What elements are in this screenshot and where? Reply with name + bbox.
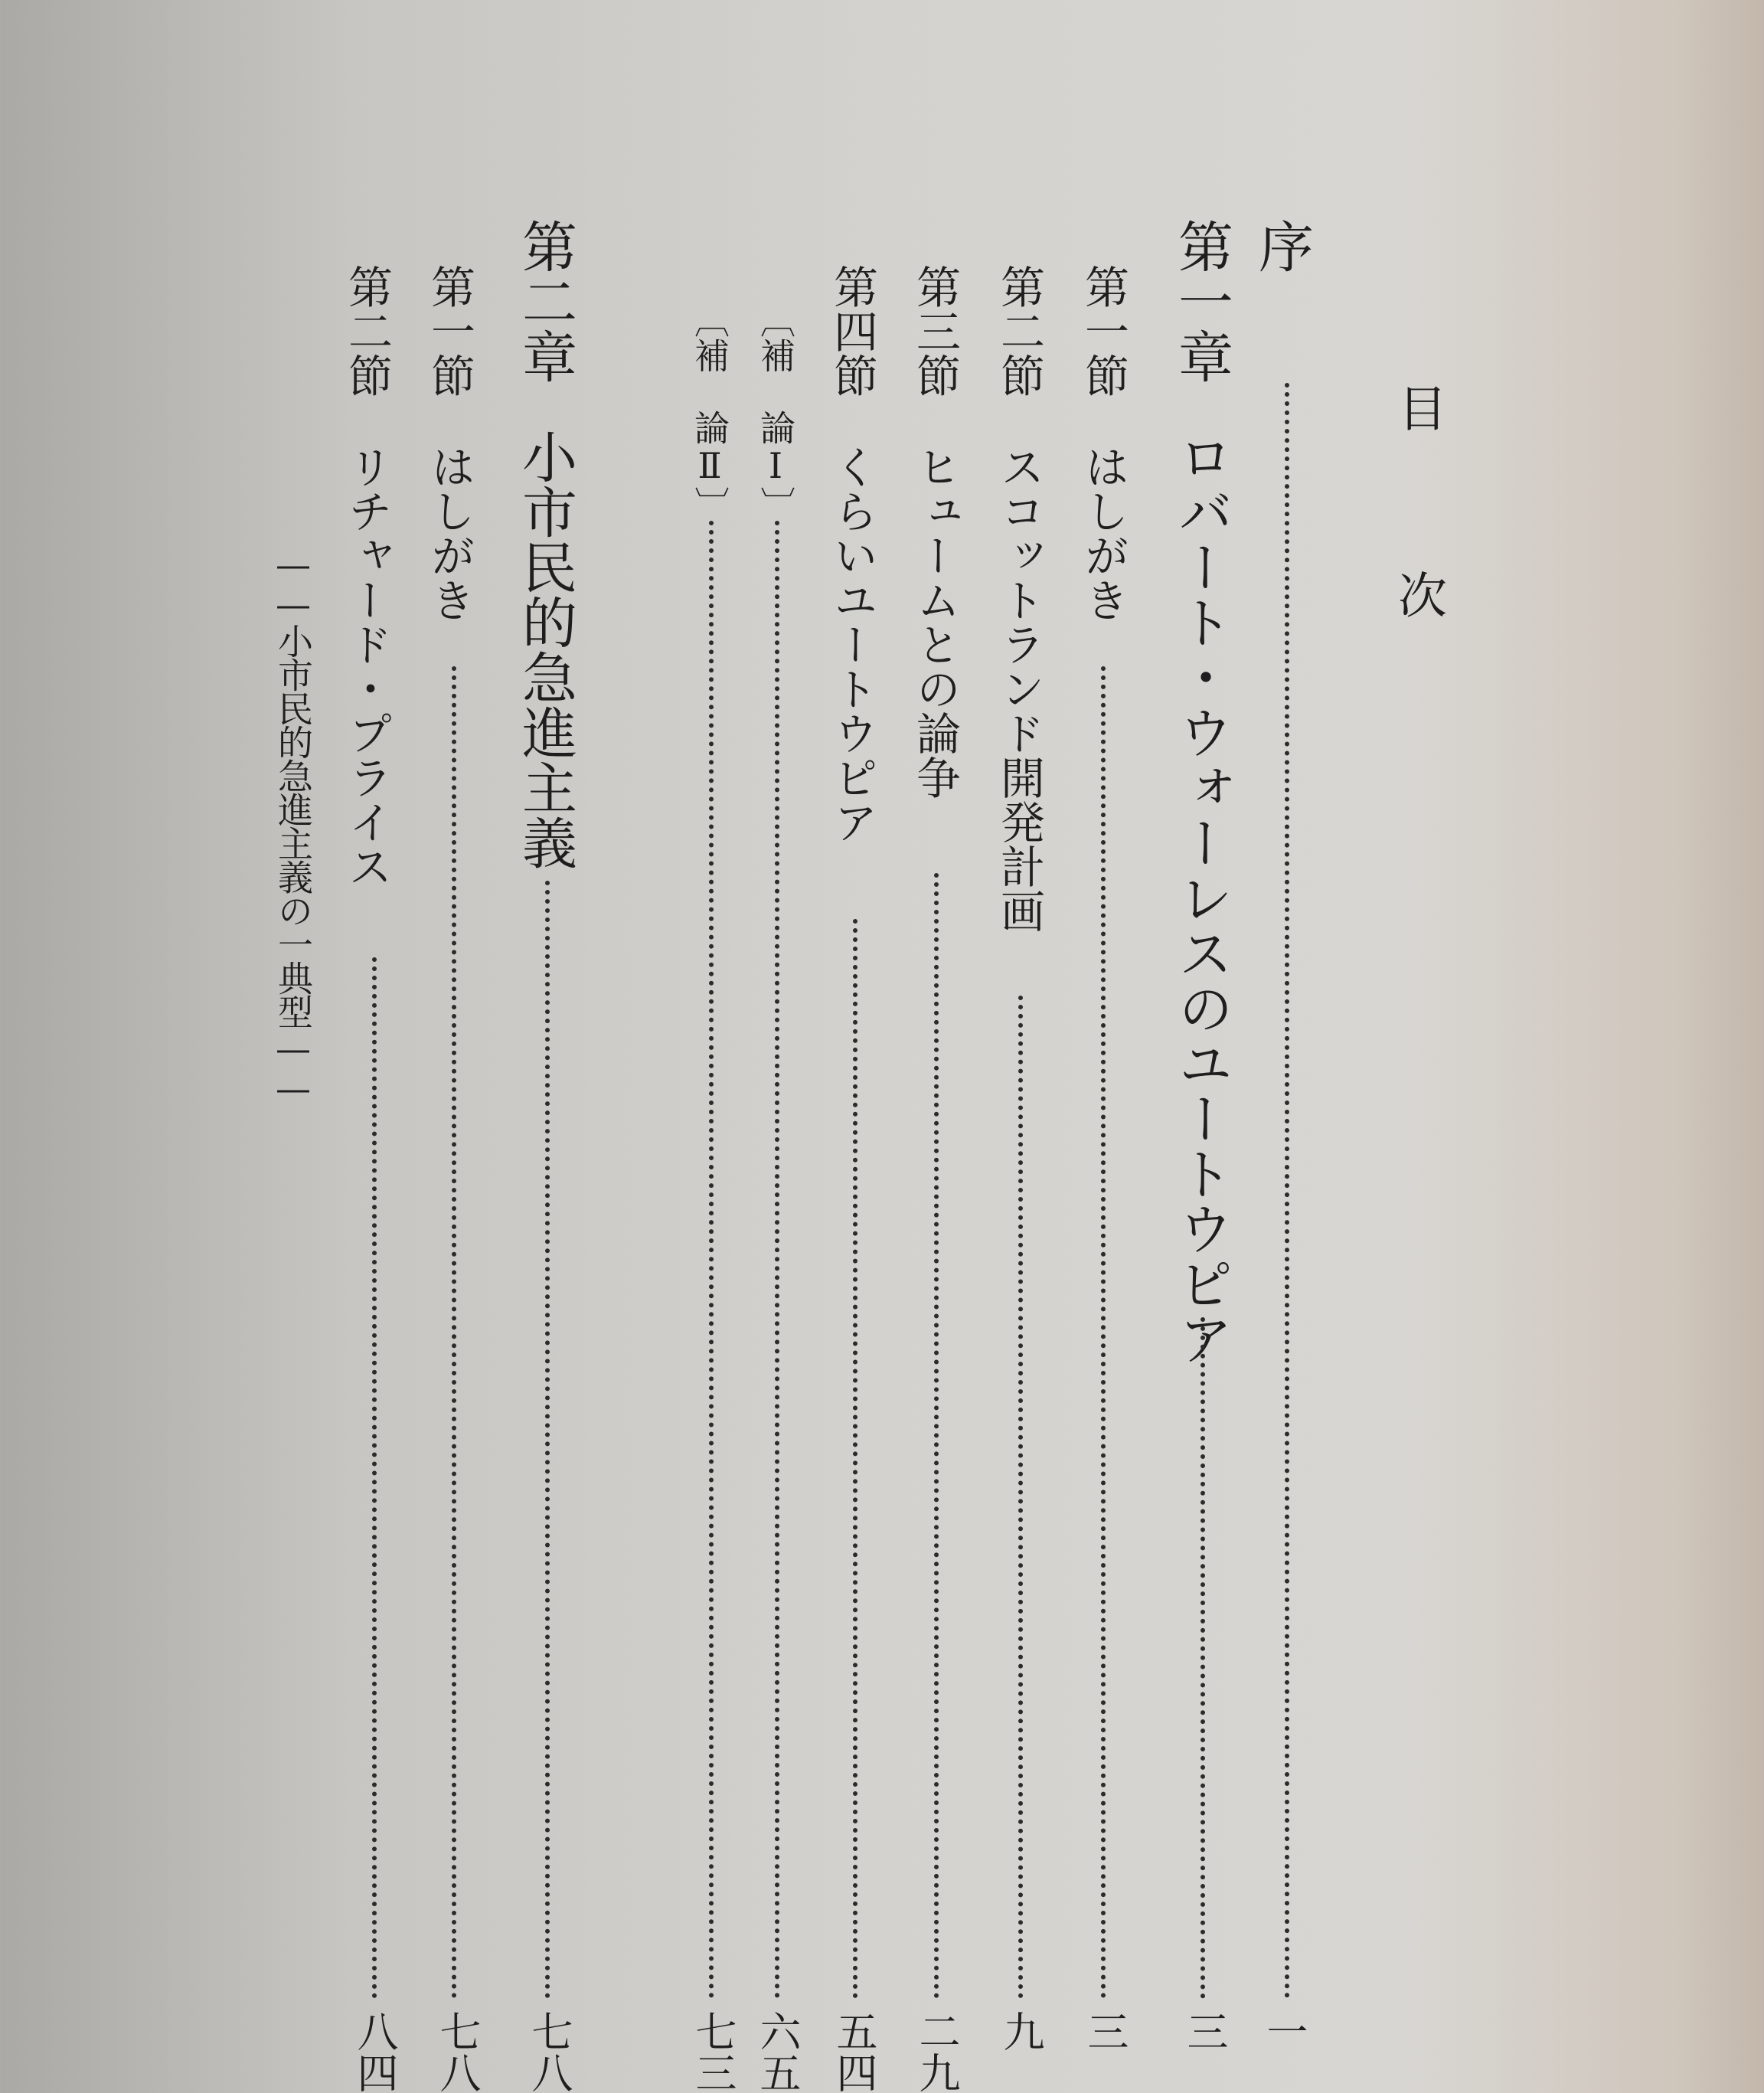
ch1-section1-page: 三 bbox=[1081, 2010, 1129, 2052]
chapter2-heading: 第二章 bbox=[513, 218, 577, 384]
preface-leader bbox=[1285, 383, 1289, 1999]
chapter2-title: 小市民的急進主義 bbox=[513, 429, 577, 870]
ch2-section1-page: 七八 bbox=[433, 2010, 482, 2093]
ch2-section1-title: はしがき bbox=[423, 444, 475, 622]
supplement2-leader bbox=[709, 521, 714, 1999]
chapter1-page: 三 bbox=[1181, 2010, 1229, 2052]
ch1-section4-leader bbox=[853, 919, 858, 1999]
preface-label: 序 bbox=[1250, 218, 1314, 273]
supplement2-page: 七三 bbox=[689, 2010, 737, 2093]
ch1-section4-title: くらいユートウピア bbox=[826, 444, 878, 844]
ch2-section2-num: 第二節 bbox=[341, 264, 393, 397]
ch1-section1-leader bbox=[1101, 666, 1106, 1999]
ch2-section2-leader bbox=[372, 957, 377, 1999]
ch1-section3-title: ヒュームとの論争 bbox=[909, 444, 961, 800]
ch1-section2-title: スコットランド開発計画 bbox=[993, 444, 1045, 933]
ch1-section3-num: 第三節 bbox=[909, 264, 961, 397]
supplement1-title: 論Ⅰ〕 bbox=[755, 410, 796, 522]
ch1-section1-num: 第一節 bbox=[1077, 264, 1129, 397]
ch1-section3-leader bbox=[934, 873, 939, 1999]
chapter2-page: 七八 bbox=[525, 2010, 573, 2093]
ch2-section1-num: 第一節 bbox=[423, 264, 475, 397]
preface-page: 一 bbox=[1260, 2010, 1308, 2052]
ch1-section2-num: 第二節 bbox=[993, 264, 1045, 397]
ch1-section1-title: はしがき bbox=[1077, 444, 1129, 622]
chapter2-leader bbox=[545, 881, 550, 1999]
supplement2-num: 〔補 bbox=[689, 303, 730, 373]
chapter1-title: ロバート・ウォーレスのユートウピア bbox=[1169, 429, 1233, 1366]
chapter1-heading: 第一章 bbox=[1169, 218, 1233, 384]
ch2-section1-leader bbox=[452, 666, 456, 1999]
toc-title: 目次 bbox=[1390, 383, 1446, 757]
ch1-section4-page: 五四 bbox=[830, 2010, 878, 2093]
ch2-section2-page: 八四 bbox=[351, 2010, 399, 2093]
ch1-section2-leader bbox=[1018, 996, 1023, 1999]
supplement1-leader bbox=[775, 521, 779, 1999]
ch2-section2-title: リチャード・プライス bbox=[341, 444, 393, 888]
supplement1-num: 〔補 bbox=[755, 303, 796, 373]
chapter1-leader bbox=[1200, 1317, 1205, 1999]
ch1-section4-num: 第四節 bbox=[826, 264, 878, 397]
ch1-section2-page: 九 bbox=[997, 2010, 1045, 2052]
supplement1-page: 六五 bbox=[753, 2010, 802, 2093]
supplement2-title: 論Ⅱ〕 bbox=[689, 410, 730, 522]
ch2-section2-subtitle: ——小市民的急進主義の一典型—— bbox=[273, 544, 314, 1107]
ch1-section3-page: 二九 bbox=[913, 2010, 961, 2093]
